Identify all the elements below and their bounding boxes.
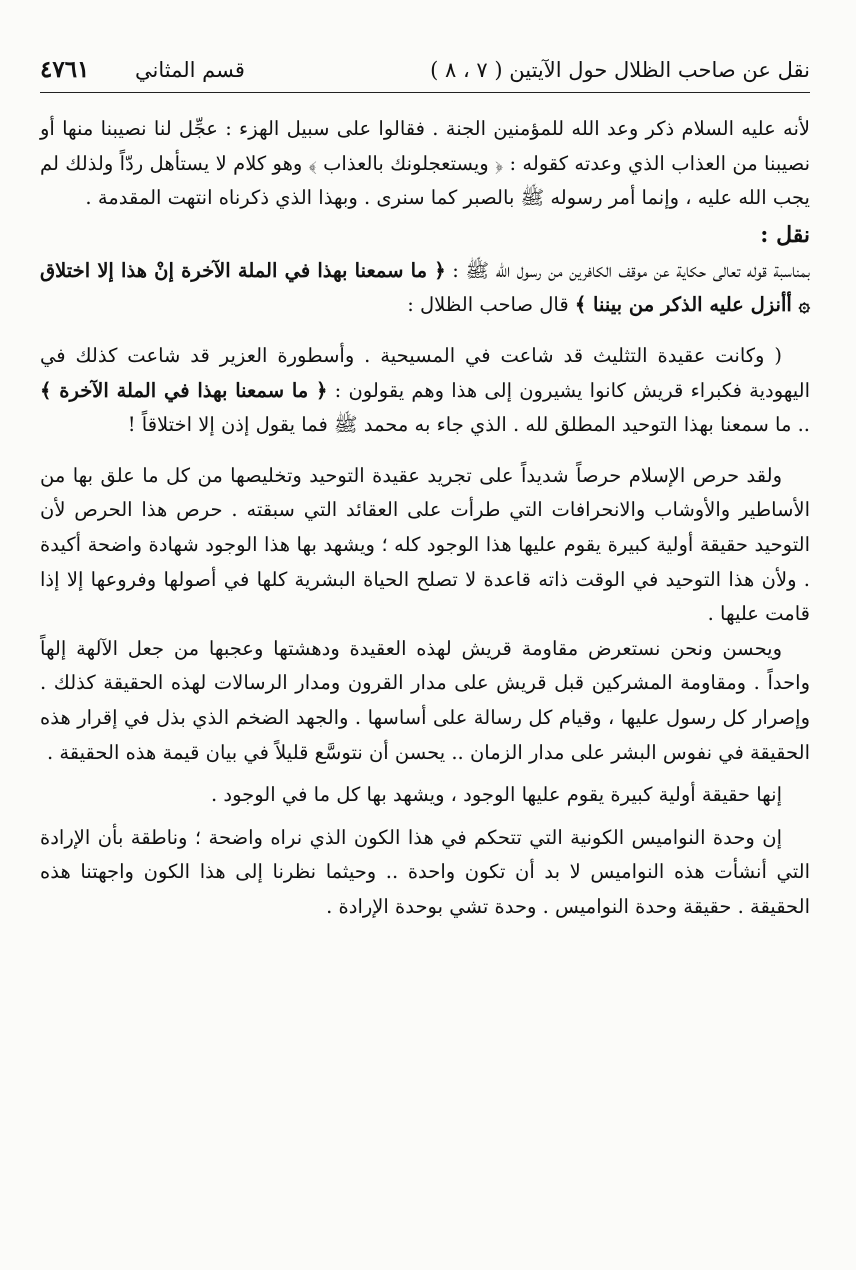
- quote-part-2: .. ما سمعنا بهذا التوحيد المطلق لله . الذي جاء به محمد ﷺ فما يقول إذن إلا اختلاقاً !: [127, 413, 810, 437]
- header-section-name: قسم المثاني: [135, 58, 245, 82]
- header-title: نقل عن صاحب الظلال حول الآيتين ( ٧ ، ٨ ): [430, 58, 810, 82]
- running-header: [40, 58, 810, 94]
- header-divider: [40, 92, 810, 93]
- page-number: ٤٧٦١: [40, 56, 90, 83]
- paragraph-quote-start: [40, 339, 810, 443]
- page-body: [40, 112, 810, 924]
- paragraph-natural-laws: إن وحدة النواميس الكونية التي تتحكم في هذا الكون الذي نراه واضحة ؛ وناطقة بأن الإرادة التي أنشأت هذه النواميس لا بد أن تكون واحدة .. وحيثما نظرنا إلى هذا الكون واجهتنا هذه الحقيقة . حقيقة وحدة النواميس . وحدة تشي بوحدة الإرادة .: [40, 825, 810, 918]
- paragraph-islam-tawhid: ولقد حرص الإسلام حرصاً شديداً على تجريد عقيدة التوحيد وتخليصها من كل ما علق بها من الأساطير والأوشاب والانحرافات التي طرأت على العقائد التي سبقته . حرص هذا الحرص لأن التوحيد حقيقة أولية كبيرة يقوم عليها هذا الوجود كله ؛ ويشهد بها هذا الوجود شهادة واضحة أكيدة . ولأن هذا التوحيد في الوقت ذاته قاعدة لا تصلح الحياة البشرية كلها في أصولها وفروعها إلا إذا قامت عليها .: [40, 463, 810, 626]
- paragraph-primary-truth: إنها حقيقة أولية كبيرة يقوم عليها الوجود ، ويشهد بها كل ما في الوجود .: [211, 783, 782, 807]
- section-heading: نقل :: [760, 221, 810, 248]
- paragraph-quraysh-resistance: ويحسن ونحن نستعرض مقاومة قريش لهذه العقيدة ودهشتها وعجبها من جعل الآلهة إلهاً واحداً . ومقاومة المشركين قبل قريش على مدار القرون ومدار الرسالات لهذه الحقيقة كذلك . وإصرار كل رسول عليها ، وقيام كل رسالة على أساسها . والجهد الضخم الذي بذل في إقرار هذه الحقيقة في نفوس البشر على مدار الزمان .. يحسن أن نتوسَّع قليلاً في بيان قيمة هذه الحقيقة .: [40, 636, 810, 764]
- paragraph-intro-end: لأنه عليه السلام ذكر وعد الله للمؤمنين الجنة . فقالوا على سبيل الهزء : عجِّل لنا نصيبنا منها أو نصيبنا من العذاب الذي وعدته كقوله : ﴿ ويستعجلونك بالعذاب ﴾ وهو كلام لا يستأهل ردّاً ولذلك لم يجب الله عليه ، وإنما أمر رسوله ﷺ بالصبر كما سنرى . وبهذا الذي ذكرناه انتهت المقدمة .: [40, 117, 810, 210]
- quote-part-1: ( وكانت عقيدة التثليث قد شاعت في المسيحية . وأسطورة العزير قد شاعت كذلك في اليهودية فكبراء قريش كانوا يشيرون إلى هذا وهم يقولون :: [40, 343, 810, 402]
- book-page: [40, 0, 810, 1270]
- quote-verse: ﴿ ما سمعنا بهذا في الملة الآخرة ﴾: [40, 378, 328, 402]
- paragraph-citation: [40, 254, 810, 323]
- citation-outro: قال صاحب الظلال :: [407, 293, 575, 317]
- citation-intro: بمناسبة قوله تعالى حكاية عن موقف الكافرين من رسول الله ﷺ :: [445, 258, 810, 282]
- quran-verse: ﴿ ما سمعنا بهذا في الملة الآخرة إنْ هذا إلا اختلاق ۞ أأنزل عليه الذكر من بيننا ﴾: [40, 258, 810, 317]
